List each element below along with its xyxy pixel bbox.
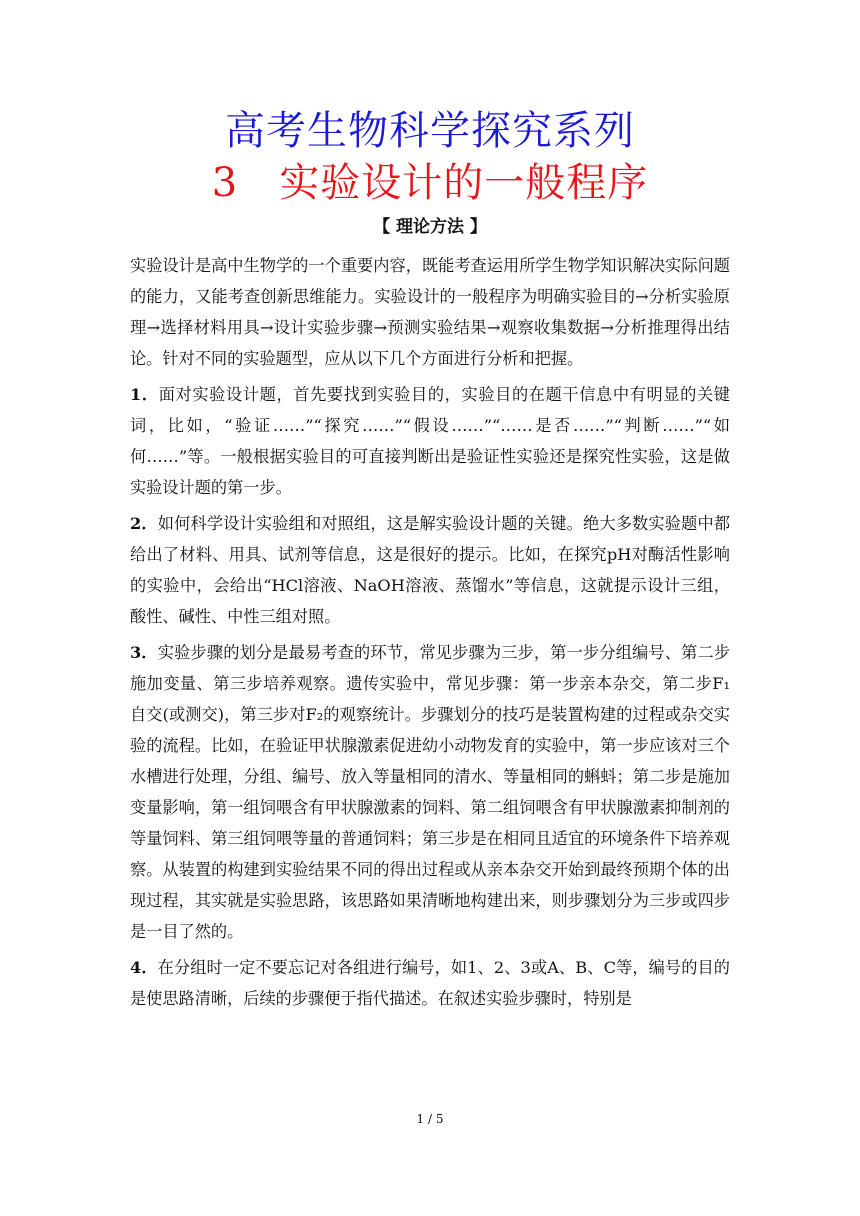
- chapter-title: 3 实验设计的一般程序: [211, 160, 649, 206]
- point-paragraph-3: [130, 637, 730, 947]
- point-text: 如何科学设计实验组和对照组，这是解实验设计题的关键。绝大多数实验题中都给出了材料、用具、试剂等信息，这是很好的提示。比如，在探究pH对酶活性影响的实验中，会给出“HCl溶液、NaOH溶液、蒸馏水”等信息，这就提示设计三组，酸性、碱性、中性三组对照。: [130, 514, 731, 626]
- intro-paragraph: 实验设计是高中生物学的一个重要内容，既能考查运用所学生物学知识解决实际问题的能力，又能考查创新思维能力。实验设计的一般程序为明确实验目的→分析实验原理→选择材料用具→设计实验步骤→预测实验结果→观察收集数据→分析推理得出结论。针对不同的实验题型，应从以下几个方面进行分析和把握。: [130, 256, 730, 368]
- point-paragraph-1: [130, 379, 730, 503]
- main-title: 高考生物科学探究系列: [225, 108, 635, 154]
- point-number: 2．: [130, 514, 158, 533]
- point-paragraph-4: [130, 952, 730, 1014]
- body-text: [130, 250, 730, 1019]
- point-number: 1．: [130, 385, 159, 404]
- page-number: 1 / 5: [416, 1112, 444, 1126]
- point-number: 3．: [130, 643, 158, 662]
- section-heading: 【 理论方法 】: [373, 217, 487, 237]
- point-text: 实验步骤的划分是最易考查的环节，常见步骤为三步，第一步分组编号、第二步施加变量、第三步培养观察。遗传实验中，常见步骤：第一步亲本杂交，第二步F₁自交(或测交)，第三步对F₂的观察统计。步骤划分的技巧是装置构建的过程或杂交实验的流程。比如，在验证甲状腺激素促进幼小动物发育的实验中，第一步应该对三个水槽进行处理，分组、编号、放入等量相同的清水、等量相同的蝌蚪；第二步是施加变量影响，第一组饲喂含有甲状腺激素的饲料、第二组饲喂含有甲状腺激素抑制剂的等量饲料、第三组饲喂等量的普通饲料；第三步是在相同且适宜的环境条件下培养观察。从装置的构建到实验结果不同的得出过程或从亲本杂交开始到最终预期个体的出现过程，其实就是实验思路，该思路如果清晰地构建出来，则步骤划分为三步或四步是一目了然的。: [130, 643, 731, 941]
- point-paragraph-2: [130, 508, 730, 632]
- point-number: 4．: [130, 958, 158, 977]
- point-text: 在分组时一定不要忘记对各组进行编号，如1、2、3或A、B、C等，编号的目的是使思路清晰，后续的步骤便于指代描述。在叙述实验步骤时，特别是: [130, 958, 730, 1008]
- point-text: 面对实验设计题，首先要找到实验目的，实验目的在题干信息中有明显的关键词，比如，“验证……”“探究……”“假设……”“……是否……”“判断……”“如何……”等。一般根据实验目的可直接判断出是验证性实验还是探究性实验，这是做实验设计题的第一步。: [130, 385, 730, 497]
